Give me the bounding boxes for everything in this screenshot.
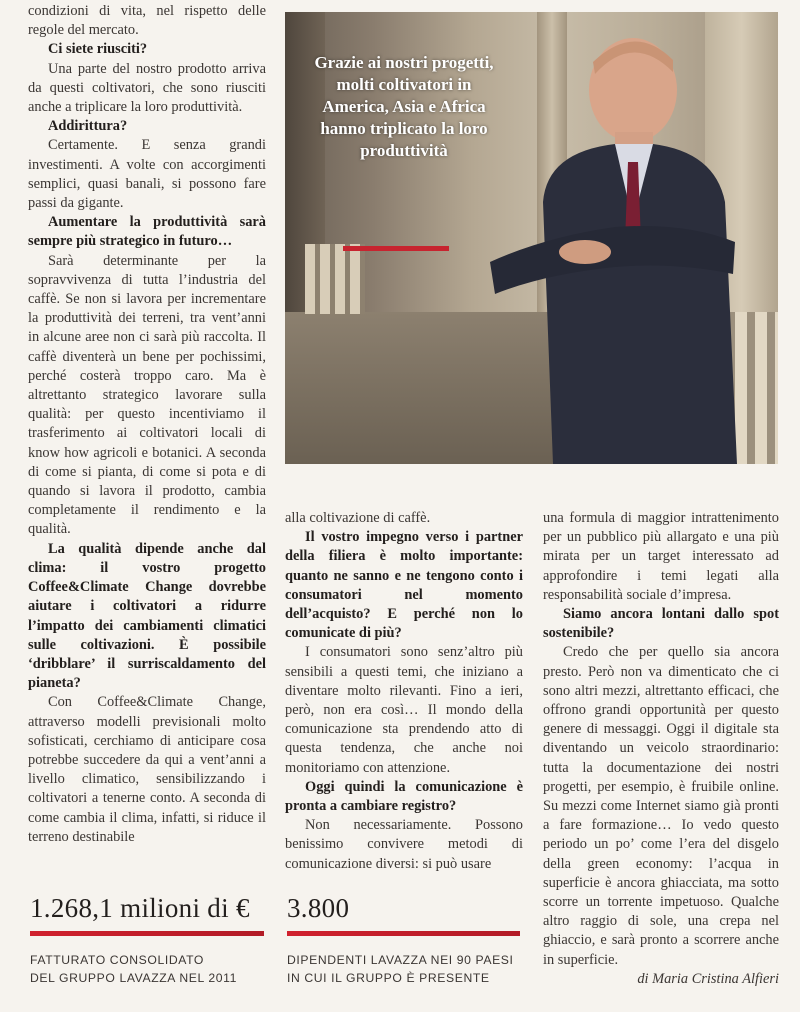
interview-answer-paragraph: condizioni di vita, nel rispetto delle regole del mercato. (28, 3, 266, 39)
interview-answer-paragraph: Credo che per quello sia ancora presto. Però non va dimenticato che ci sono altri mezzi, altrettanto efficaci, che offrono grandi opportunità per questo genere di messaggi. Oggi il digitale sta diventando un veicolo straordinario: tutta la documentazione dei nostri progetti, per esempio, è fruibile online. Su mezzi come Internet siamo già pronti a fare formazione… Io vedo questo periodo un po’ come l’era del disgelo della green economy: l’acqua in superficie è ancora ghiacciata, ma sotto scorre un torrente impetuoso. Qualche altro raggio di sole, una crepa nel ghiaccio, e sarà pronto a scorrere anche in superficie. (543, 644, 779, 968)
stat-employees-number: 3.800 (287, 893, 350, 923)
stat-revenue-label-line-2: DEL GRUPPO LAVAZZA NEL 2011 (30, 971, 237, 985)
interview-answer-paragraph: una formula di maggior intrattenimento per un pubblico più allargato e una più mirata per un target interessato ad approfondire i temi legati alla responsabilità sociale d’impresa. (543, 510, 779, 603)
article-column-1 (28, 2, 266, 847)
article-column-2 (285, 509, 523, 874)
interview-question: La qualità dipende anche dal clima: il vostro progetto Coffee&Climate Change dovrebbe aiutare i coltivatori a ridurre l’impatto dei cambiamenti climatici sulle coltivazioni. È possibile ‘dribblare’ il surriscaldamento del pianeta? (28, 540, 266, 692)
interview-question: Aumentare la produttività sarà sempre più strategico in futuro… (28, 214, 266, 250)
photo-caption: Grazie ai nostri progetti, molti coltivatori in America, Asia e Africa hanno triplicato la loro produttività (314, 53, 494, 160)
interview-question: Siamo ancora lontani dallo spot sostenibile? (543, 606, 779, 642)
author-signature: di Maria Cristina Alfieri (637, 970, 779, 987)
stat-revenue-number: 1.268,1 milioni di € (30, 893, 250, 923)
stat-employees-label (287, 951, 514, 987)
interview-answer-paragraph: Sarà determinante per la sopravvivenza di tutta l’industria del caffè. Se non si lavora per incrementare la produttività dei terreni, tra vent’anni in alcune aree non ci sarà più raccolta. Il caffè diventerà un bene per pochissimi, perché costerà troppo caro. Ma è altrettanto strategico lavorare sulla qualità: per questo incentiviamo il trasferimento ai coltivatori locali di know how agricoli e botanici. A seconda di come si pianta, di come si pota e di quando si lavora il prodotto, cambia completamente il rendimento e la qualità. (28, 252, 266, 538)
portrait-photo (285, 12, 778, 464)
interview-question: Oggi quindi la comunicazione è pronta a cambiare registro? (285, 778, 523, 815)
interview-question: Addirittura? (48, 118, 128, 135)
interview-answer-paragraph: Non necessariamente. Possono benissimo convivere metodi di comunicazione diversi: si può usare (285, 817, 523, 872)
caption-red-rule (343, 246, 449, 251)
stat-revenue-label-line-1: FATTURATO CONSOLIDATO (30, 953, 204, 967)
interview-answer-paragraph: Una parte del nostro prodotto arriva da questi coltivatori, che sono riusciti anche a triplicare la loro produttività. (28, 60, 266, 116)
interview-question: Il vostro impegno verso i partner della filiera è molto importante: quanto ne sanno e ne tengono conto i consumatori nel momento dell’acquisto? E perché non lo comunicate di più? (285, 529, 523, 642)
stat-revenue-label (30, 951, 237, 987)
article-column-3 (543, 509, 779, 989)
stat-employees-bar (287, 931, 520, 936)
interview-answer-paragraph: alla coltivazione di caffè. (285, 510, 431, 526)
interview-answer-paragraph: Con Coffee&Climate Change, attraverso modelli previsionali molto sofisticati, cerchiamo di anticipare cosa potrebbe succedere da qui a vent’anni a livello climatico, sensibilizzando i coltivatori a tenerne conto. A seconda di come cambia il clima, infatti, si riduce il terreno destinabile (28, 694, 266, 845)
stat-revenue-bar (30, 931, 264, 936)
stat-employees-label-line-1: DIPENDENTI LAVAZZA NEI 90 PAESI (287, 953, 514, 967)
interview-question: Ci siete riusciti? (48, 41, 148, 58)
stat-employees-label-line-2: IN CUI IL GRUPPO È PRESENTE (287, 971, 490, 985)
interview-answer-paragraph: Certamente. E senza grandi investimenti. A volte con accorgimenti semplici, quasi banali, si possono fare passi da gigante. (28, 137, 266, 212)
interview-answer-paragraph: I consumatori sono senz’altro più sensibili a questi temi, che iniziano a diventare molto rilevanti. Fino a ieri, però, non era così… Il mondo della comunicazione sta prendendo atto di questa tendenza, che anche noi monitoriamo con attenzione. (285, 644, 523, 776)
